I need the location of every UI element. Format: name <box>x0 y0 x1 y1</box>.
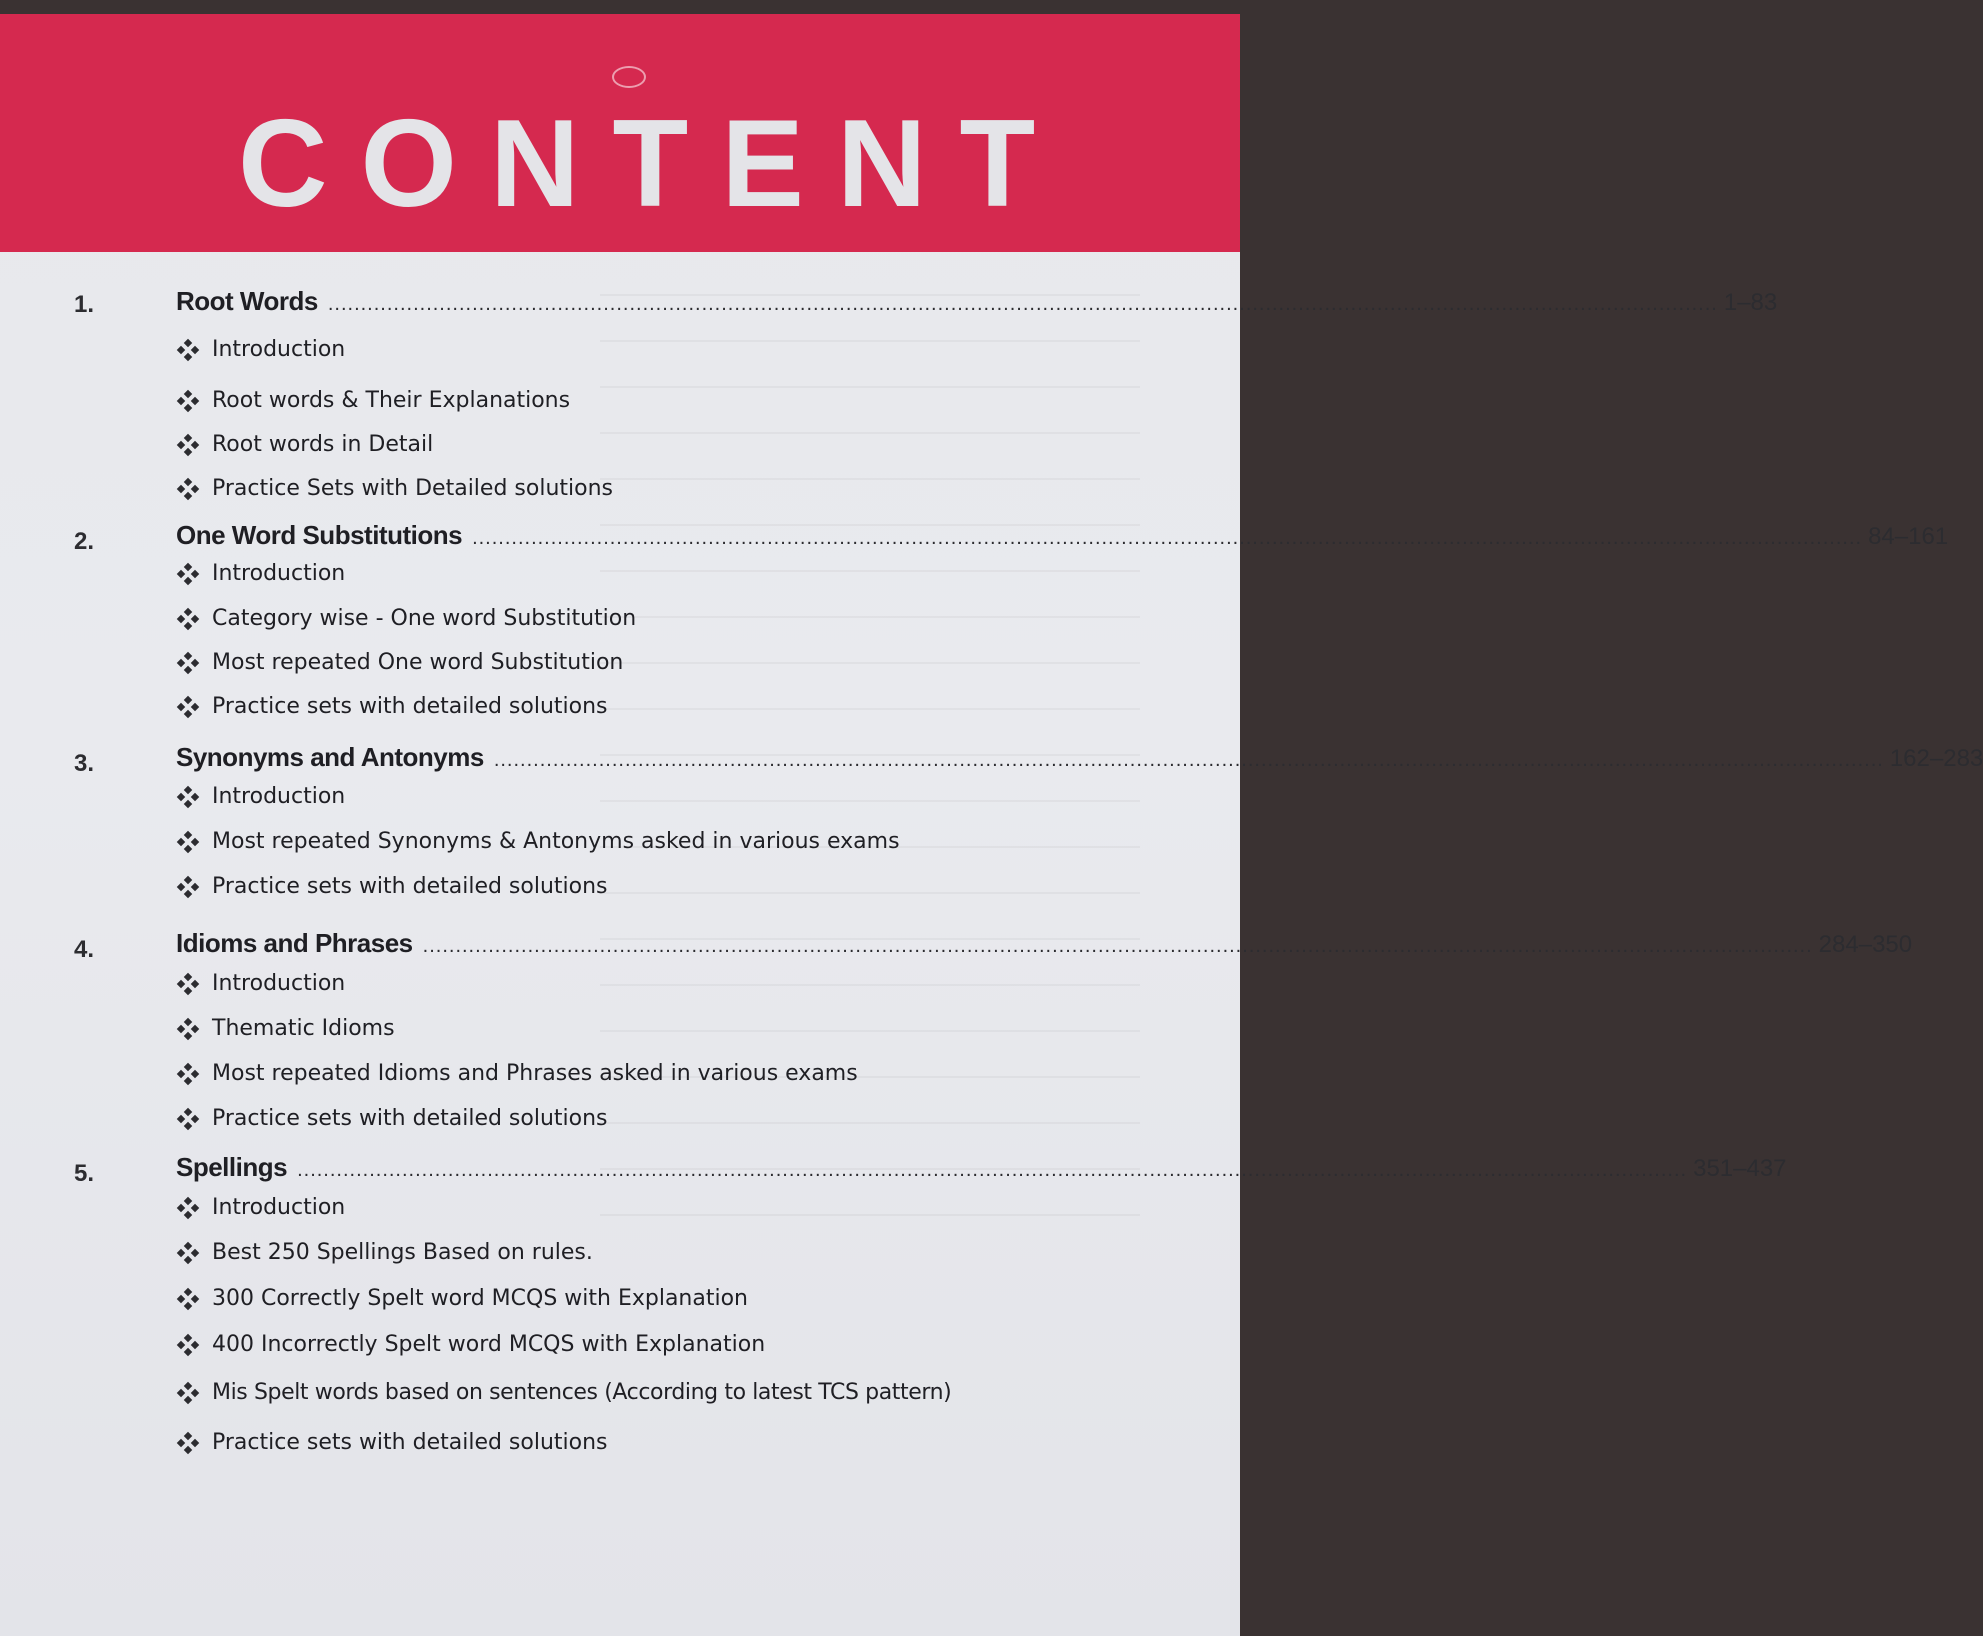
topic-label: Mis Spelt words based on sentences (According to latest TCS pattern) <box>212 1380 952 1405</box>
chapter-heading[interactable] <box>176 520 1949 551</box>
chapter-heading[interactable] <box>176 742 1983 773</box>
chapter-heading[interactable] <box>176 928 1913 959</box>
topic-label: Introduction <box>212 1195 346 1220</box>
topic-item <box>178 874 608 899</box>
topic-item <box>178 1286 748 1311</box>
four-diamond-bullet-icon <box>178 832 198 852</box>
dot-leader: .................................................................................................................................................................................................................... <box>297 1159 1688 1181</box>
four-diamond-bullet-icon <box>178 1383 198 1403</box>
four-diamond-bullet-icon <box>178 564 198 584</box>
chapter-title: Spellings <box>176 1152 288 1182</box>
dot-leader: .................................................................................................................................................................................................................... <box>422 935 1813 957</box>
chapter-number: 3. <box>74 750 95 777</box>
topic-label: Practice sets with detailed solutions <box>212 874 608 899</box>
chapter-heading[interactable] <box>176 1152 1787 1183</box>
page-range: 162–283 <box>1889 745 1983 772</box>
four-diamond-bullet-icon <box>178 435 198 455</box>
topic-item <box>178 337 345 362</box>
topic-item <box>178 784 345 809</box>
four-diamond-bullet-icon <box>178 787 198 807</box>
topic-item <box>178 561 345 586</box>
page-range: 84–161 <box>1868 523 1949 550</box>
topic-item <box>178 1106 608 1131</box>
topic-label: Best 250 Spellings Based on rules. <box>212 1240 593 1265</box>
topic-label: Introduction <box>212 971 346 996</box>
topic-item <box>178 1061 858 1086</box>
dot-leader: .................................................................................................................................................................................................................... <box>493 749 1884 771</box>
topic-label: Root words in Detail <box>212 432 434 457</box>
topic-label: Root words & Their Explanations <box>212 388 571 413</box>
chapter-number: 4. <box>74 936 95 963</box>
four-diamond-bullet-icon <box>178 877 198 897</box>
topic-item <box>178 1430 608 1455</box>
topic-item <box>178 476 613 501</box>
topic-label: Practice sets with detailed solutions <box>212 1430 608 1455</box>
page-range: 284–350 <box>1818 931 1913 958</box>
page-title: CONTENT <box>238 95 1069 233</box>
topic-item <box>178 1195 345 1220</box>
page-range: 351–437 <box>1693 1155 1787 1182</box>
four-diamond-bullet-icon <box>178 479 198 499</box>
chapter-number: 5. <box>74 1160 95 1187</box>
topic-label: Most repeated One word Substitution <box>212 650 624 675</box>
topic-label: Practice sets with detailed solutions <box>212 1106 608 1131</box>
content-page <box>0 14 1983 1636</box>
four-diamond-bullet-icon <box>178 1019 198 1039</box>
logo-mark-icon <box>612 66 646 88</box>
chapter-heading[interactable] <box>176 286 1778 317</box>
chapter-title: Idioms and Phrases <box>176 928 413 958</box>
topic-label: Practice sets with detailed solutions <box>212 694 608 719</box>
chapter-title: Root Words <box>176 286 318 316</box>
chapter-number: 1. <box>74 291 95 318</box>
four-diamond-bullet-icon <box>178 1289 198 1309</box>
four-diamond-bullet-icon <box>178 1198 198 1218</box>
four-diamond-bullet-icon <box>178 1433 198 1453</box>
topic-item <box>178 388 570 413</box>
topic-label: 400 Incorrectly Spelt word MCQS with Explanation <box>212 1332 766 1357</box>
chapter-title: Synonyms and Antonyms <box>176 742 484 772</box>
page-range: 1–83 <box>1723 289 1778 316</box>
topic-item <box>178 432 433 457</box>
topic-item <box>178 1332 765 1357</box>
topic-label: 300 Correctly Spelt word MCQS with Explanation <box>212 1286 749 1311</box>
four-diamond-bullet-icon <box>178 697 198 717</box>
topic-label: Practice Sets with Detailed solutions <box>212 476 613 501</box>
topic-label: Most repeated Idioms and Phrases asked in various exams <box>212 1061 858 1086</box>
four-diamond-bullet-icon <box>178 391 198 411</box>
topic-label: Introduction <box>212 784 346 809</box>
four-diamond-bullet-icon <box>178 340 198 360</box>
four-diamond-bullet-icon <box>178 1335 198 1355</box>
topic-item <box>178 1380 951 1405</box>
topic-label: Category wise - One word Substitution <box>212 606 637 631</box>
topic-label: Introduction <box>212 561 346 586</box>
four-diamond-bullet-icon <box>178 974 198 994</box>
four-diamond-bullet-icon <box>178 653 198 673</box>
topic-item <box>178 829 900 854</box>
four-diamond-bullet-icon <box>178 1109 198 1129</box>
topic-item <box>178 606 636 631</box>
chapter-number: 2. <box>74 528 95 555</box>
topic-item <box>178 650 623 675</box>
header-banner <box>0 14 1240 252</box>
four-diamond-bullet-icon <box>178 1243 198 1263</box>
four-diamond-bullet-icon <box>178 1064 198 1084</box>
topic-item <box>178 694 608 719</box>
topic-label: Thematic Idioms <box>212 1016 395 1041</box>
topic-label: Introduction <box>212 337 346 362</box>
four-diamond-bullet-icon <box>178 609 198 629</box>
dot-leader: .................................................................................................................................................................................................................... <box>327 293 1718 315</box>
topic-item <box>178 971 345 996</box>
topic-item <box>178 1240 593 1265</box>
topic-item <box>178 1016 395 1041</box>
chapter-title: One Word Substitutions <box>176 520 463 550</box>
dot-leader: .................................................................................................................................................................................................................... <box>472 527 1863 549</box>
topic-label: Most repeated Synonyms & Antonyms asked in various exams <box>212 829 900 854</box>
